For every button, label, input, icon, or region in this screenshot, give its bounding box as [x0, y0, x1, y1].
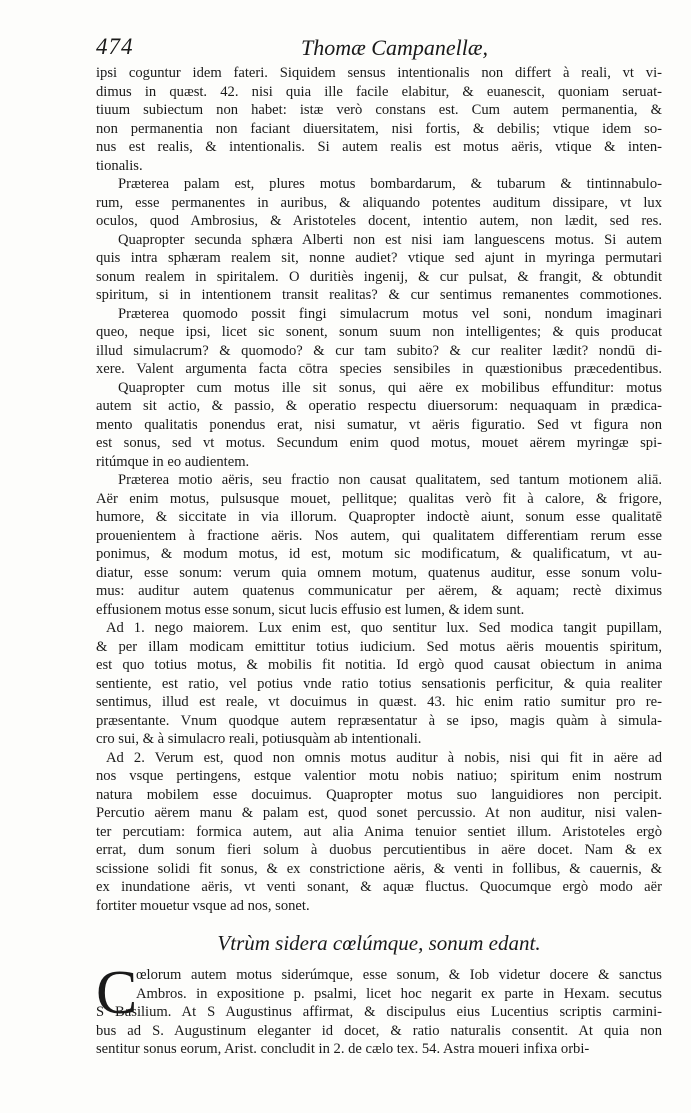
- text-line: non permanentia non faciant diuersitatem, nisi fortis, & debilis; vtique idem so-: [96, 120, 662, 137]
- text-line: Quapropter secunda sphæra Alberti non est nisi iam languescens motus. Si autem: [118, 231, 662, 248]
- text-line: quis intra sphæram realem sit, nonne audiet? vtique sed ajunt in myringa permutari: [96, 250, 662, 266]
- page-header: [96, 34, 656, 64]
- text-line: nus est realis, & intentionalis. Si autem realis est motus aëris, vtique & inten-: [96, 139, 662, 155]
- text-line: rum, esse permanentes in auribus, & aliquando potentes auditum dissipare, vt lux: [96, 194, 662, 211]
- text-line: mento qualitatis ponendus erat, nisi sumatur, vt aëris figuratio. Sed vt figura non: [96, 416, 662, 433]
- text-line: ritúmque in eo audientem.: [96, 453, 250, 470]
- text-line: & per illam modicam emittitur totius iudicium. Sed motus aëris mouentis spiritum,: [96, 638, 662, 655]
- text-line: sentimus, illud est reale, vt docuimus in quæst. 43. hic enim ratio sumitur pro re-: [96, 694, 662, 710]
- text-line: nos vsque pertingens, estque valentior motu nobis natiuo; spiritum enim nostrum: [96, 768, 662, 784]
- text-line: prouenientem à fractione aëris. Nos autem, qui qualitatem differentiam rerum esse: [96, 527, 662, 544]
- running-head: Thomæ Campanellæ,: [301, 35, 489, 60]
- text-line: effusionem motus esse sonum, sicut lucis effusio est lumen, & idem sunt.: [96, 601, 525, 618]
- text-line: queo, neque ipsi, licet sic sonent, sonum suum non intelligentes; & quis producat: [96, 324, 662, 340]
- text-line: Præterea motio aëris, seu fractio non causat qualitatem, sed tantum motionem aliā.: [118, 472, 662, 488]
- page-number: 474: [96, 34, 134, 59]
- text-line: S Basilium. At S Augustinus affirmat, & discipulus eius Lucentius scriptis carmini-: [96, 1004, 662, 1020]
- text-line: scissione solidi fit sonus, & ex constrictione aëris, & venti in follibus, & cauernis, &: [96, 860, 662, 877]
- text-line: Quapropter cum motus ille sit sonus, qui aëre ex mobilibus effunditur: motus: [118, 379, 662, 396]
- text-line: Percutio aërem manu & palam est, quod sonet percussio. At non auditur, nisi valen-: [96, 805, 662, 821]
- body-text: [96, 64, 662, 915]
- text-line: Ambros. in expositione p. psalmi, licet hoc negarit ex parte in Hexam. secutus: [136, 985, 662, 1002]
- text-line: natura mobilem esse docuimus. Quapropter motus suo languidiores non percipit.: [96, 786, 662, 803]
- text-line: ponimus, & modum motus, id est, motum sic modificatum, & qualificatum, vt au-: [96, 546, 662, 562]
- drop-cap: C: [96, 959, 138, 1027]
- text-line: humore, & siccitate in via illorum. Quapropter indoctè aiunt, sonum esse qualitatē: [96, 509, 662, 525]
- text-line: sentiente, est ratio, vel potius vnde ratio totius sensationis perficitur, & quia realiter: [96, 675, 662, 692]
- text-line: illud simulacrum? & quomodo? & cur tam subito? & cur realiter lædit? nondū di-: [96, 342, 662, 359]
- text-line: autem sit actio, & passio, & operatio respectu diuersorum: nequaquam in prædica-: [96, 398, 662, 414]
- text-line: Præterea quomodo possit fingi simulacrum motus vel soni, nondum imaginari: [118, 305, 662, 322]
- text-line: tionalis.: [96, 157, 143, 174]
- section-text-cap-lines: [136, 966, 662, 1003]
- text-line: est quo totius motus, & mobilis fit notitia. Id ergò quod causat obiectum in anima: [96, 657, 662, 673]
- text-line: ter percutiam: formica autem, aut alia Anima tenuior sentiet illum. Aristoteles ergò: [96, 823, 662, 840]
- text-line: sentitur sonus eorum, Arist. concludit in 2. de cælo tex. 54. Astra moueri infixa orbi-: [96, 1041, 590, 1057]
- text-line: Præterea palam est, plures motus bombardarum, & tubarum & tintinnabulo-: [118, 176, 662, 192]
- text-line: mus: auditur autem quatenus communicatur per aërem, & aquam; rectè diximus: [96, 583, 662, 599]
- text-line: spiritum, si in intentionem transit realitas? & cur sentimus remanentes commotiones.: [96, 287, 662, 303]
- text-line: oculos, quod Ambrosius, & Aristoteles docent, intentio autem, non lædit, sed res.: [96, 213, 662, 229]
- text-line: fortiter mouetur vsque ad nos, sonet.: [96, 897, 310, 914]
- text-line: œlorum autem motus siderúmque, esse sonum, & Iob videtur docere & sanctus: [136, 967, 662, 983]
- text-line: ipsi coguntur idem fateri. Siquidem sensus intentionalis non differt à reali, vt vi-: [96, 65, 662, 81]
- text-line: diatur, esse sonum: verum quia omnem motum, quatenus auditur, esse sonum volu-: [96, 564, 662, 581]
- text-line: cro sui, & à simulacro reali, potiusquàm ab intentionali.: [96, 731, 422, 747]
- text-line: est sonus, sed vt motus. Secundum enim quod motus, mouet aërem myringæ spi-: [96, 435, 662, 451]
- text-line: ex inundatione aëris, vt venti sonant, & aquæ fluctus. Quocumque ergò modo aër: [96, 879, 662, 895]
- text-line: præsentante. Vnum quodque autem repræsentatur à se ipso, magis quàm à simula-: [96, 712, 662, 729]
- text-line: tiuum subiectum non habet: istæ verò constans est. Cum autem permanentia, &: [96, 102, 662, 118]
- text-line: Ad 2. Verum est, quod non omnis motus auditur à nobis, nisi qui fit in aëre ad: [106, 749, 662, 766]
- text-line: errat, dum sonum fieri solum à duobus percutientibus in aëre docet. Nam & ex: [96, 842, 662, 858]
- text-line: sonum realem in spiritalem. O duritiès ingenij, & cur pulsat, & frangit, & obtundit: [96, 268, 662, 285]
- text-line: Ad 1. nego maiorem. Lux enim est, quo sentitur lux. Sed modica tangit pupillam,: [106, 620, 662, 636]
- section-text: [96, 1003, 662, 1059]
- section-heading: Vtrùm sidera cœlúmque, sonum edant.: [217, 931, 541, 955]
- text-line: bus ad S. Augustinum eleganter id docet, & ratio naturalis consentit. At quia non: [96, 1022, 662, 1039]
- text-line: dimus in quæst. 42. nisi quia ille facile elabitur, & euanescit, quoniam seruat-: [96, 83, 662, 100]
- text-line: Aër enim motus, pulsusque mouet, pellitque; qualitas verò fit à calore, & frigore,: [96, 490, 662, 507]
- text-line: xere. Valent argumenta facta cōtra species sensibiles in quæstionibus præcedentibus.: [96, 361, 662, 377]
